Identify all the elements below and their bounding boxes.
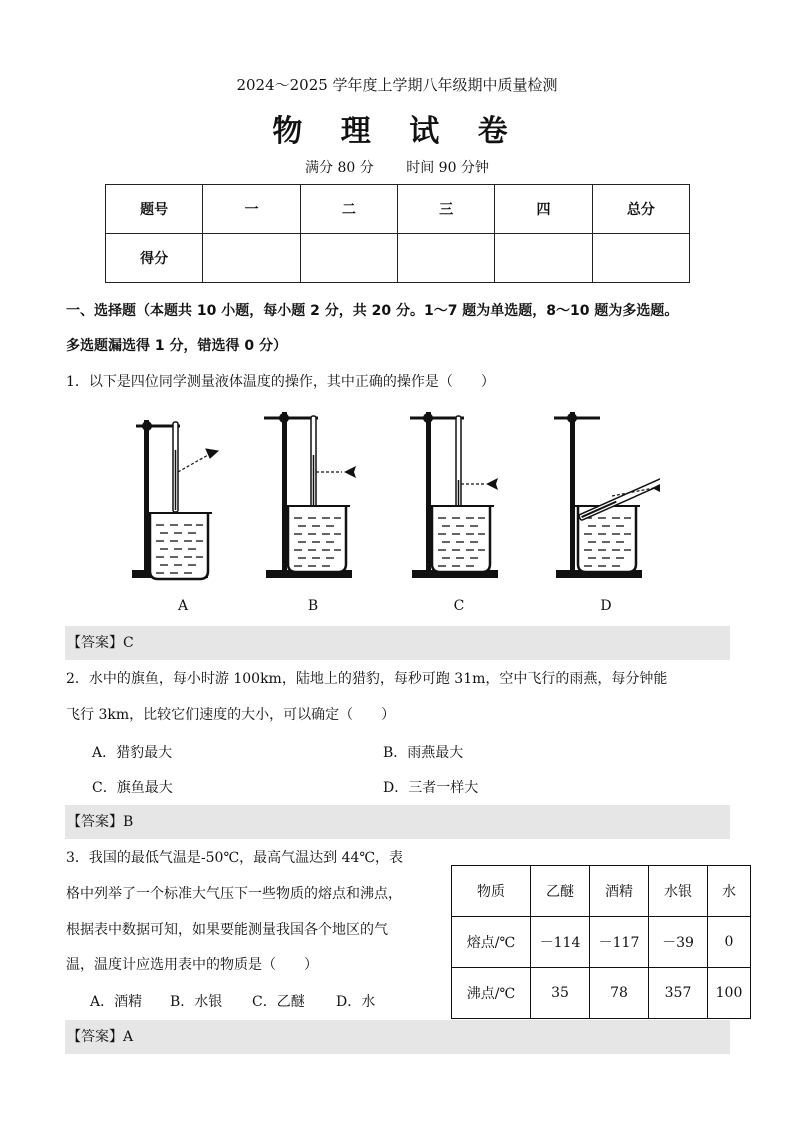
table-cell: －117 [590,917,649,968]
table-row [452,917,751,968]
table-row [452,866,751,917]
score-table-score-row [106,234,690,283]
table-cell: 水银 [649,866,708,917]
q2-answer-text: 【答案】B [67,814,134,830]
figure-label-c: C [453,598,465,614]
q2-line2: 飞行 3km，比较它们速度的大小，可以确定（ ） [66,707,396,723]
section1-line2: 多选题漏选得 1 分，错选得 0 分） [66,338,287,354]
table-cell: －114 [531,917,590,968]
q3-line1: 3．我国的最低气温是-50℃，最高气温达到 44℃，表 [66,850,404,866]
apparatus-a [132,420,218,579]
score-row-label: 得分 [106,234,203,283]
score-table [105,184,690,283]
table-cell: 沸点/℃ [452,968,531,1019]
score-header-cell: 二 [300,185,397,234]
exam-time: 时间 90 分钟 [406,160,489,176]
q1-answer [65,626,730,660]
q3-answer-text: 【答案】A [67,1029,134,1045]
table-cell: 物质 [452,866,531,917]
score-header-cell: 总分 [592,185,689,234]
table-cell: 100 [708,968,751,1019]
q3-option-a[interactable]: A．酒精 [90,994,143,1010]
apparatus-d [554,412,660,578]
table-cell: 酒精 [590,866,649,917]
q3-option-b[interactable]: B．水银 [170,994,223,1010]
score-cell[interactable] [592,234,689,283]
q3-line3: 根据表中数据可知，如果要能测量我国各个地区的气 [66,922,388,938]
q1-figure [120,400,660,586]
score-header-cell: 四 [495,185,592,234]
q3-line2: 格中列举了一个标准大气压下一些物质的熔点和沸点， [66,886,402,902]
q3-material-table [451,865,751,1019]
apparatus-b [264,412,356,578]
score-header-cell: 题号 [106,185,203,234]
q3-answer [65,1020,730,1054]
exam-subtitle: 2024～2025 学年度上学期八年级期中质量检测 [236,76,558,94]
q2-line1: 2．水中的旗鱼，每小时游 100km，陆地上的猎豹，每秒可跑 31m，空中飞行的雨燕，每分钟能 [66,671,668,687]
q2-answer [65,805,730,839]
q3-line4: 温，温度计应选用表中的物质是（ ） [66,957,318,973]
exam-meta [0,157,794,177]
table-cell: 乙醚 [531,866,590,917]
figure-label-d: D [600,598,612,614]
score-table-header-row [106,185,690,234]
table-cell: －39 [649,917,708,968]
q2-option-a[interactable]: A．猎豹最大 [92,745,173,761]
q2-option-b[interactable]: B．雨燕最大 [383,745,464,761]
table-cell: 水 [708,866,751,917]
table-cell: 熔点/℃ [452,917,531,968]
full-score: 满分 80 分 [305,160,374,176]
score-cell[interactable] [300,234,397,283]
score-cell[interactable] [203,234,300,283]
q3-option-c[interactable]: C．乙醚 [252,994,305,1010]
q1-answer-text: 【答案】C [67,635,134,651]
table-cell: 78 [590,968,649,1019]
q2-option-d[interactable]: D．三者一样大 [383,780,479,796]
q3-option-d[interactable]: D．水 [336,994,376,1010]
apparatus-c [410,412,498,578]
score-header-cell: 三 [397,185,494,234]
table-cell: 35 [531,968,590,1019]
table-cell: 0 [708,917,751,968]
q1-stem: 1．以下是四位同学测量液体温度的操作，其中正确的操作是（ ） [66,374,495,390]
figure-label-b: B [307,598,319,614]
section1-line1: 一、选择题（本题共 10 小题，每小题 2 分，共 20 分。1～7 题为单选题，8～10 题为多选题。 [66,303,679,319]
table-row [452,968,751,1019]
table-cell: 357 [649,968,708,1019]
score-cell[interactable] [495,234,592,283]
figure-label-a: A [177,598,189,614]
q2-option-c[interactable]: C．旗鱼最大 [92,780,173,796]
score-cell[interactable] [397,234,494,283]
score-header-cell: 一 [203,185,300,234]
exam-title: 物 理 试 卷 [272,114,522,149]
